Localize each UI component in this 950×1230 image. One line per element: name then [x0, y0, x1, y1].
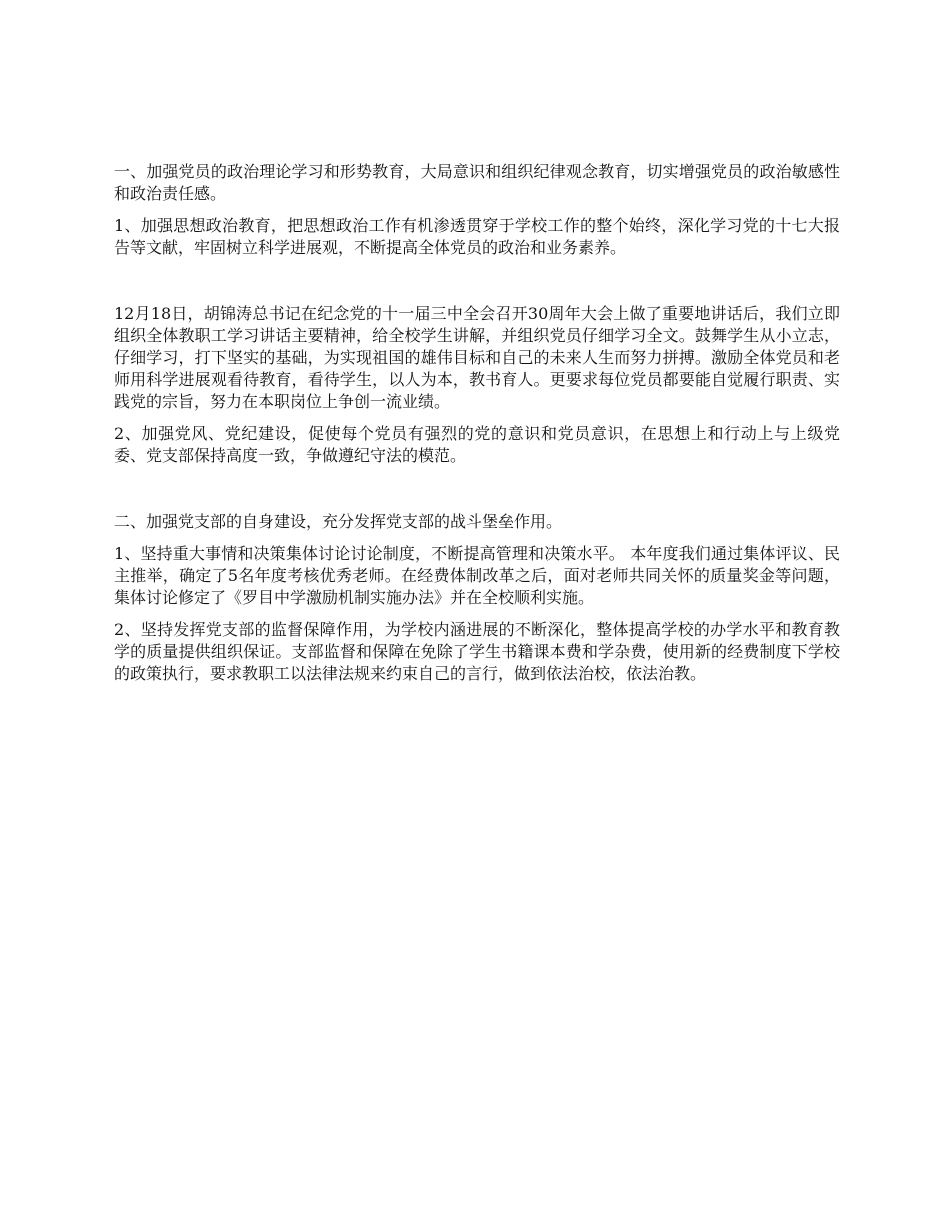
document-body: [114, 161, 840, 685]
section-two-item-2: 2、坚持发挥党支部的监督保障作用，为学校内涵进展的不断深化，整体提高学校的办学水平和教育教学的质量提供组织保证。支部监督和保障在免除了学生书籍课本费和学杂费，使用新的经费制度下学校的政策执行，要求教职工以法律法规来约束自己的言行，做到依法治校，依法治教。: [114, 620, 840, 683]
section-two-item-1: 1、坚持重大事情和决策集体讨论讨论制度，不断提高管理和决策水平。 本年度我们通过集体评议、民主推举，确定了5名年度考核优秀老师。在经费体制改革之后，面对老师共同关怀的质量奖金等问题，集体讨论修定了《罗目中学激励机制实施办法》并在全校顺利实施。: [114, 544, 840, 607]
paragraph-spacer: [114, 533, 840, 543]
section-one-heading: 一、加强党员的政治理论学习和形势教育，大局意识和组织纪律观念教育，切实增强党员的政治敏感性和政治责任感。: [114, 162, 840, 203]
paragraph-spacer: [114, 413, 840, 423]
section-one-item-2: 2、加强党风、党纪建设，促使每个党员有强烈的党的意识和党员意识，在思想上和行动上与上级党委、党支部保持高度一致，争做遵纪守法的模范。: [114, 424, 840, 465]
section-two-heading: 二、加强党支部的自身建设，充分发挥党支部的战斗堡垒作用。: [114, 512, 563, 531]
paragraph-spacer: [114, 467, 840, 511]
section-one-item-1: 1、加强思想政治教育，把思想政治工作有机渗透贯穿于学校工作的整个始终，深化学习党的十七大报告等文献，牢固树立科学进展观，不断提高全体党员的政治和业务素养。: [114, 216, 840, 257]
paragraph-spacer: [114, 609, 840, 619]
section-one-body-paragraph: 12月18日，胡锦涛总书记在纪念党的十一届三中全会召开30周年大会上做了重要地讲话后，我们立即组织全体教职工学习讲话主要精神，给全校学生讲解，并组织党员仔细学习全文。鼓舞学生从小立志，仔细学习，打下坚实的基础，为实现祖国的雄伟目标和自己的未来人生而努力拼搏。激励全体党员和老师用科学进展观看待教育，看待学生，以人为本，教书育人。更要求每位党员都要能自觉履行职责、实践党的宗旨，努力在本职岗位上争创一流业绩。: [114, 304, 840, 411]
paragraph-spacer: [114, 259, 840, 303]
paragraph-spacer: [114, 205, 840, 215]
